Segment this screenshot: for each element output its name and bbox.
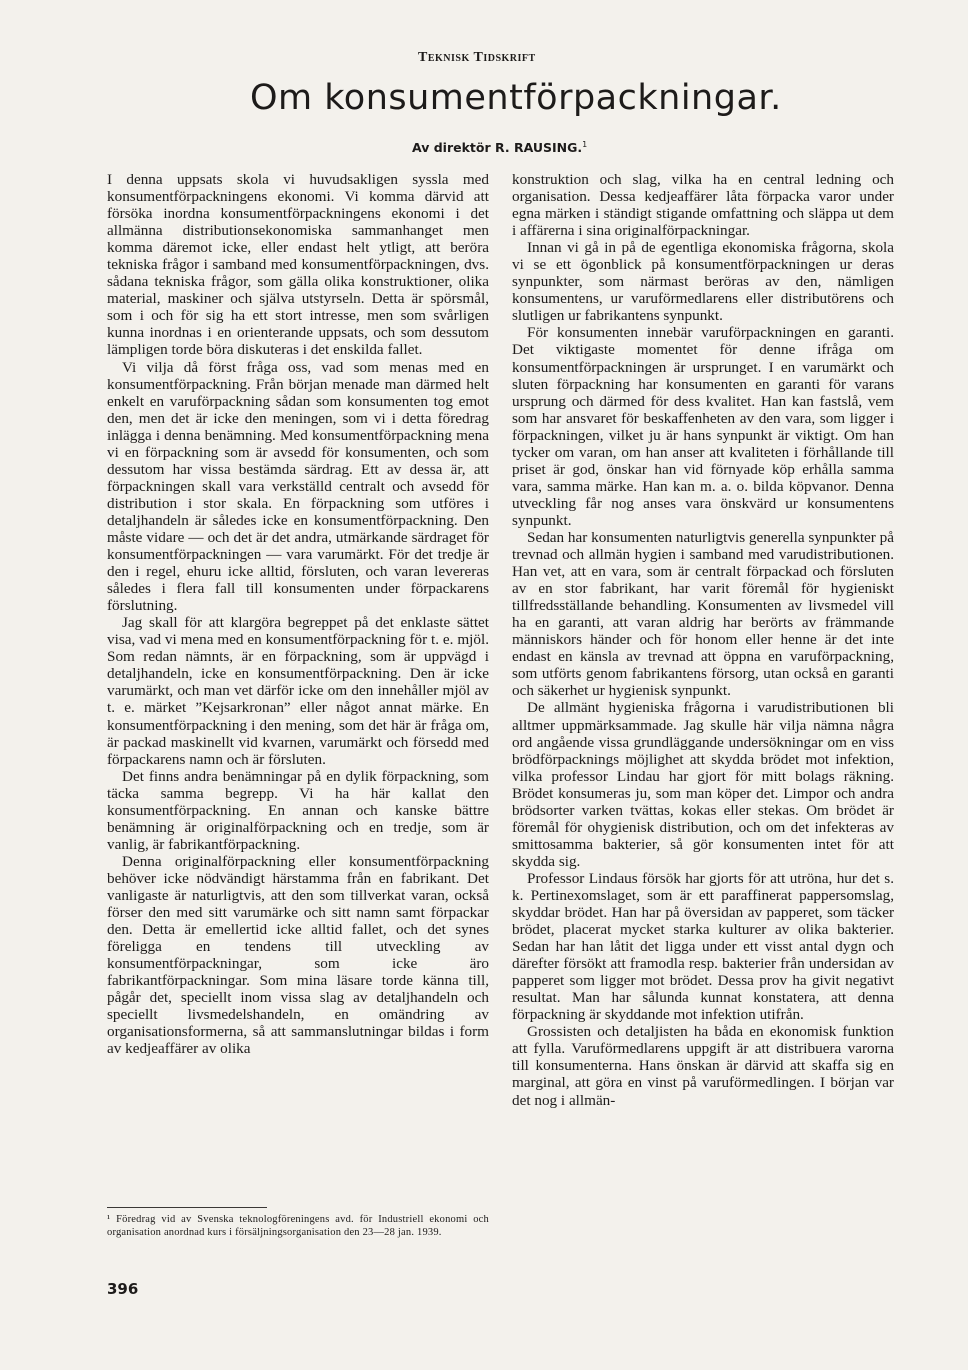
byline-text: Av direktör R. RAUSING.	[412, 140, 583, 156]
left-column	[107, 171, 489, 1057]
paragraph: I denna uppsats skola vi huvudsakligen syssla med konsumentförpackningens ekonomi. Vi komma därvid att försöka inordna konsumentförpackningens ekonomi i det allmänna distributionsekonomiska sammanhanget men komma däremot icke, eller endast helt ytligt, att beröra tekniska frågor i samband med konsumentförpackningen, dvs. sådana tekniska frågor, som gälla olika konstruktioner, olika material, maskiner och själva utstyrseln. Detta är spörsmål, som i och för sig ha ett stort intresse, men som svårligen kunna inordnas i en orienterande uppsats, och som dessutom lämpligen torde böra diskuteras i det enskilda fallet.	[107, 171, 489, 359]
journal-header: Teknisk Tidskrift	[418, 50, 536, 65]
paragraph: Professor Lindaus försök har gjorts för att utröna, hur det s. k. Pertinexomslaget, som är ett paraffinerat pappersomslag, skyddar brödet. Han har på översidan av papperet, som täcker brödet, placerat mycket starka kulturer av olika bakterier. Sedan har han låtit det ligga under ett visst antal dygn och därefter försökt att framodla resp. bakterier från undersidan av papperet som ligger mot brödet. Dessa prov ha givit negativt resultat. Man har sålunda kunnat konstatera, att denna förpackning är skyddande mot infektion utifrån.	[512, 869, 894, 1024]
paragraph: Vi vilja då först fråga oss, vad som menas med en konsumentförpackning. Från början menade man därmed helt enkelt en varuförpackning sådan som konsumenten tog emot den, men det är icke den meningen, som vi i detta föredrag inlägga i denna benämning. Med konsumentförpackning mena vi en förpackning som är avsedd för konsumenten, och som dessutom har vissa bestämda särdrag. Ett av dessa är, att förpackningen skall vara verkställd centralt och avsedd för distribution i stor skala. En förpackning som utföres i detaljhandeln är således icke en konsumentförpackning. Den måste vidare — och det är det andra, utmärkande särdraget för konsumentförpackningen — vara varumärkt. För det tredje är den i regel, ehuru icke alltid, försluten, och varan levereras således i flera fall till konsumenten under förpackarens förslutning.	[107, 358, 489, 615]
right-column	[512, 171, 894, 1109]
paragraph: Innan vi gå in på de egentliga ekonomiska frågorna, skola vi se ett ögonblick på konsumentförpackningen ur deras synpunkter, som närmast beröras av den, nämligen konsumentens, ur varuförmedlarens eller distributörens och slutligen ur fabrikantens synpunkt.	[512, 239, 894, 325]
article-byline	[412, 140, 587, 155]
paragraph: konstruktion och slag, vilka ha en central ledning och organisation. Dessa kedjeaffärer låta förpacka varor under egna märken i ständigt stigande omfattning och släppa ut dem i affärerna i sina originalförpackningar.	[512, 171, 894, 240]
paragraph: De allmänt hygieniska frågorna i varudistributionen bli alltmer uppmärksammade. Jag skulle här vilja nämna några ord angående vissa grundläggande undersökningar om en viss brödförpacknings möjlighet att skydda brödet mot infektion, vilka professor Lindau har gjort för mitt bolags räkning. Brödet konsumeras ju, som man köper det. Limpor och andra brödsorter varken tvättas, kokas eller stekas. Om brödet är föremål för ohygienisk distribution, och om det infekteras av smittosamma bakterier, så gör konsumenten intet för att skydda sig.	[512, 699, 894, 870]
paragraph: Det finns andra benämningar på en dylik förpackning, som täcka samma begrepp. Vi ha här kallat den konsumentförpackning. En annan och kanske bättre benämning är originalförpackning och en tredje, som är vanlig, är fabrikantförpackning.	[107, 767, 489, 853]
paragraph: Grossisten och detaljisten ha båda en ekonomisk funktion att fylla. Varuförmedlarens uppgift är att distribuera varorna till konsumenterna. Hans önskan är därvid att skaffa sig en marginal, att göra en vinst på varuförmedlingen. I början var det nog i allmän-	[512, 1023, 894, 1109]
footnote-divider	[107, 1207, 267, 1208]
paragraph: Sedan har konsumenten naturligtvis generella synpunkter på trevnad och allmän hygien i samband med varudistributionen. Han vet, att en vara, som är centralt förpackad och försluten av en stor fabrikant, har varit föremål för hygieniskt tillfredsställande behandling. Konsumenten av livsmedel vill ha en garanti, att varan aldrig har berörts av främmande människors händer och för honom eller henne är det inte endast en känsla av trevnad att öppna en varuförpackning, som utförts genom fabrikantens försorg, utan också en garanti och säkerhet ur hygienisk synpunkt.	[512, 528, 894, 700]
article-title: Om konsumentförpackningar.	[250, 78, 782, 118]
paragraph: Jag skall för att klargöra begreppet på det enklaste sättet visa, vad vi mena med en konsumentförpackning för t. e. mjöl. Som redan nämnts, är en förpackning, som är uppvägd i detaljhandeln, icke en konsumentförpackning. Den är icke varumärkt, och man vet därför icke om den innehåller mjöl av t. e. märket ”Kejsarkronan” eller något annat märke. En konsumentförpackning i den mening, som det här är fråga om, är packad maskinellt vid kvarnen, varumärkt och försedd med förpackarens namn och är försluten.	[107, 614, 489, 768]
paragraph: Denna originalförpackning eller konsumentförpackning behöver icke nödvändigt härstamma från en fabrikant. Det vanligaste är naturligtvis, att den som tillverkat varan, också förser den med sitt varumärke och sitt namn samt förpackar den. Detta är emellertid icke alltid fallet, och det synes föreligga en tendens till utveckling av konsumentförpackningar, som icke äro fabrikantförpackningar. Som mina läsare torde känna till, pågår det, speciellt inom vissa slag av detaljhandeln och speciellt livsmedelshandeln, en omändring av organisationsformerna, så att sammanslutningar bildas i form av kedjeaffärer av olika	[107, 852, 489, 1058]
footnote: ¹ Föredrag vid av Svenska teknologföreningens avd. för Industriell ekonomi och organisation anordnad kurs i försäljningsorganisation den 23—28 jan. 1939.	[107, 1214, 489, 1238]
page-number: 396	[107, 1280, 139, 1298]
footnote-marker: 1	[582, 140, 588, 149]
paragraph: För konsumenten innebär varuförpackningen en garanti. Det viktigaste momentet för denne ifråga om konsumentförpackningen är ursprunget. I en varumärkt och sluten förpackning har konsumenten en garanti för varans ursprung och därmed för dess kvalitet. Han kan fastslå, vem som har ansvaret för beskaffenheten av den vara, som ligger i förpackningen, vilket ju är hans synpunkt är viktigt. Om han tycker om varan, om han anser att kvaliteten i förhållande till priset är god, önskar han vid förnyade köp erhålla samma vara, samma märke. Han kan m. a. o. bilda köpvanor. Denna utveckling får nog anses vara önskvärd ur konsumentens synpunkt.	[512, 324, 894, 529]
